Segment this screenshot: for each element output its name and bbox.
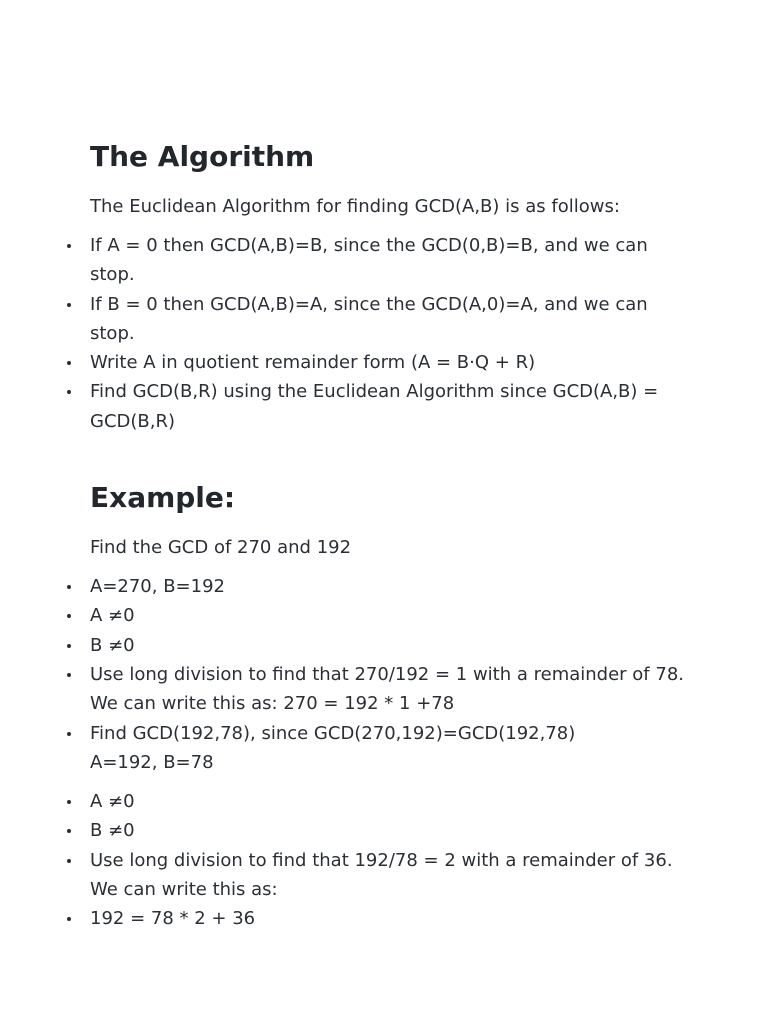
list-item: Find GCD(B,R) using the Euclidean Algorithm since GCD(A,B) = GCD(B,R): [90, 377, 690, 436]
list-item: A=270, B=192: [90, 572, 690, 601]
algorithm-steps-list: [90, 231, 690, 436]
example-intro: Find the GCD of 270 and 192: [90, 537, 352, 559]
list-item: Use long division to find that 270/192 = 1 with a remainder of 78. We can write this as: 270 = 192 * 1 +78: [90, 660, 690, 719]
list-item: A ≠0: [90, 787, 690, 816]
section-title-algorithm: The Algorithm: [90, 140, 315, 173]
list-item: If B = 0 then GCD(A,B)=A, since the GCD(A,0)=A, and we can stop.: [90, 290, 690, 349]
section-title-example: Example:: [90, 481, 236, 515]
article-content: [90, 138, 690, 934]
list-item-line: A=192, B=78: [90, 751, 214, 773]
example-steps-list: [90, 572, 690, 777]
list-item: 192 = 78 * 2 + 36: [90, 904, 690, 933]
list-item: B ≠0: [90, 631, 690, 660]
list-item: Use long division to find that 192/78 = 2 with a remainder of 36. We can write this as:: [90, 846, 690, 905]
example-steps-list-continued: [90, 787, 690, 933]
list-item: If A = 0 then GCD(A,B)=B, since the GCD(0,B)=B, and we can stop.: [90, 231, 690, 290]
list-item: Write A in quotient remainder form (A = B·Q + R): [90, 348, 690, 377]
list-item: [90, 719, 690, 778]
list-item: A ≠0: [90, 601, 690, 630]
list-item: B ≠0: [90, 816, 690, 845]
algorithm-intro: The Euclidean Algorithm for finding GCD(A,B) is as follows:: [90, 196, 620, 217]
list-item-line: Find GCD(192,78), since GCD(270,192)=GCD(192,78): [90, 722, 576, 744]
